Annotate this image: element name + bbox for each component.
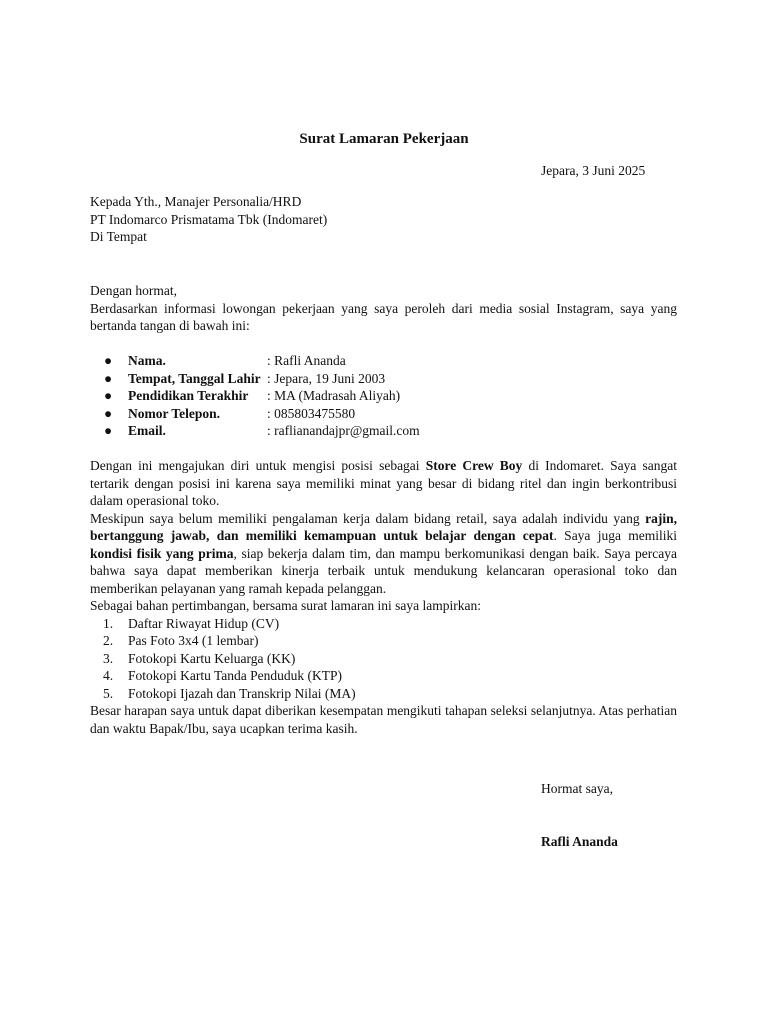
list-item <box>90 352 677 370</box>
greeting: Dengan hormat, <box>90 283 177 298</box>
qualities-emphasis: rajin, bertanggung jawab, dan memiliki kemampuan untuk belajar dengan cepat <box>90 510 677 543</box>
signer-name: Rafli Ananda <box>541 834 618 849</box>
list-item: 3. Fotokopi Kartu Keluarga (KK) <box>103 650 296 666</box>
info-value: : MA (Madrasah Aliyah) <box>267 388 401 403</box>
info-label: Pendidikan Terakhir <box>128 388 249 403</box>
list-item: 1. Daftar Riwayat Hidup (CV) <box>103 615 280 631</box>
recipient-line: Di Tempat <box>90 229 147 244</box>
position-name: Store Crew Boy <box>425 458 523 473</box>
letter-body <box>90 282 677 737</box>
info-value: : Jepara, 19 Juni 2003 <box>267 370 386 386</box>
attachments-list <box>90 615 677 703</box>
list-item <box>90 387 677 405</box>
closing-salutation: Hormat saya, <box>541 781 613 796</box>
list-item <box>90 422 677 440</box>
closing-paragraph: Besar harapan saya untuk dapat diberikan kesempatan mengikuti tahapan seleksi selanjutnya. Atas perhatian dan waktu Bapak/Ibu, saya ucapkan terima kasih. <box>90 703 677 736</box>
application-paragraph: Dengan ini mengajukan diri untuk mengisi posisi sebagai Store Crew Boy di Indomaret. Saya sangat tertarik dengan posisi ini karena saya memiliki minat yang besar di bidang ritel dan ingin berkontribusi dalam operasional toko. <box>90 458 677 508</box>
qualification-paragraph: Meskipun saya belum memiliki pengalaman kerja dalam bidang retail, saya adalah individu yang rajin, bertanggung jawab, dan memiliki kemampuan untuk belajar dengan cepat. Saya juga memiliki kondisi fisik yang prima, siap bekerja dalam tim, dan mampu berkomunikasi dengan baik. Saya percaya bahwa saya dapat memberikan kinerja terbaik untuk mendukung kelancaran operasional toko dan memberikan pelayanan yang ramah kepada pelanggan. <box>90 510 678 596</box>
bullet-icon: ● <box>104 405 113 421</box>
info-value: : 085803475580 <box>267 405 356 421</box>
physical-emphasis: kondisi fisik yang prima <box>90 545 234 561</box>
list-item: 2. Pas Foto 3x4 (1 lembar) <box>103 633 259 648</box>
list-item: 4. Fotokopi Kartu Tanda Penduduk (KTP) <box>103 668 343 683</box>
list-item: 5. Fotokopi Ijazah dan Transkrip Nilai (MA) <box>103 685 356 701</box>
list-item <box>90 370 677 388</box>
info-label: Tempat, Tanggal Lahir <box>128 370 261 386</box>
attachments-intro: Sebagai bahan pertimbangan, bersama surat lamaran ini saya lampirkan: <box>90 598 481 613</box>
info-label: Nomor Telepon. <box>128 405 221 421</box>
personal-info-list <box>90 352 677 440</box>
info-label: Nama. <box>128 353 166 368</box>
letter-date: Jepara, 3 Juni 2025 <box>541 163 646 178</box>
info-value: : Rafli Ananda <box>267 353 346 368</box>
letter-title: Surat Lamaran Pekerjaan <box>299 131 469 147</box>
info-value: : raflianandajpr@gmail.com <box>267 423 420 438</box>
intro-paragraph: Berdasarkan informasi lowongan pekerjaan yang saya peroleh dari media sosial Instagram, saya yang bertanda tangan di bawah ini: <box>90 300 677 333</box>
info-label: Email. <box>128 423 166 438</box>
bullet-icon: ● <box>104 353 113 368</box>
list-item <box>90 405 677 423</box>
bullet-icon: ● <box>104 388 113 403</box>
recipient-line: PT Indomarco Prismatama Tbk (Indomaret) <box>90 211 328 227</box>
bullet-icon: ● <box>104 423 113 438</box>
recipient-line: Kepada Yth., Manajer Personalia/HRD <box>90 194 302 209</box>
bullet-icon: ● <box>104 370 113 386</box>
recipient-block <box>90 193 327 246</box>
